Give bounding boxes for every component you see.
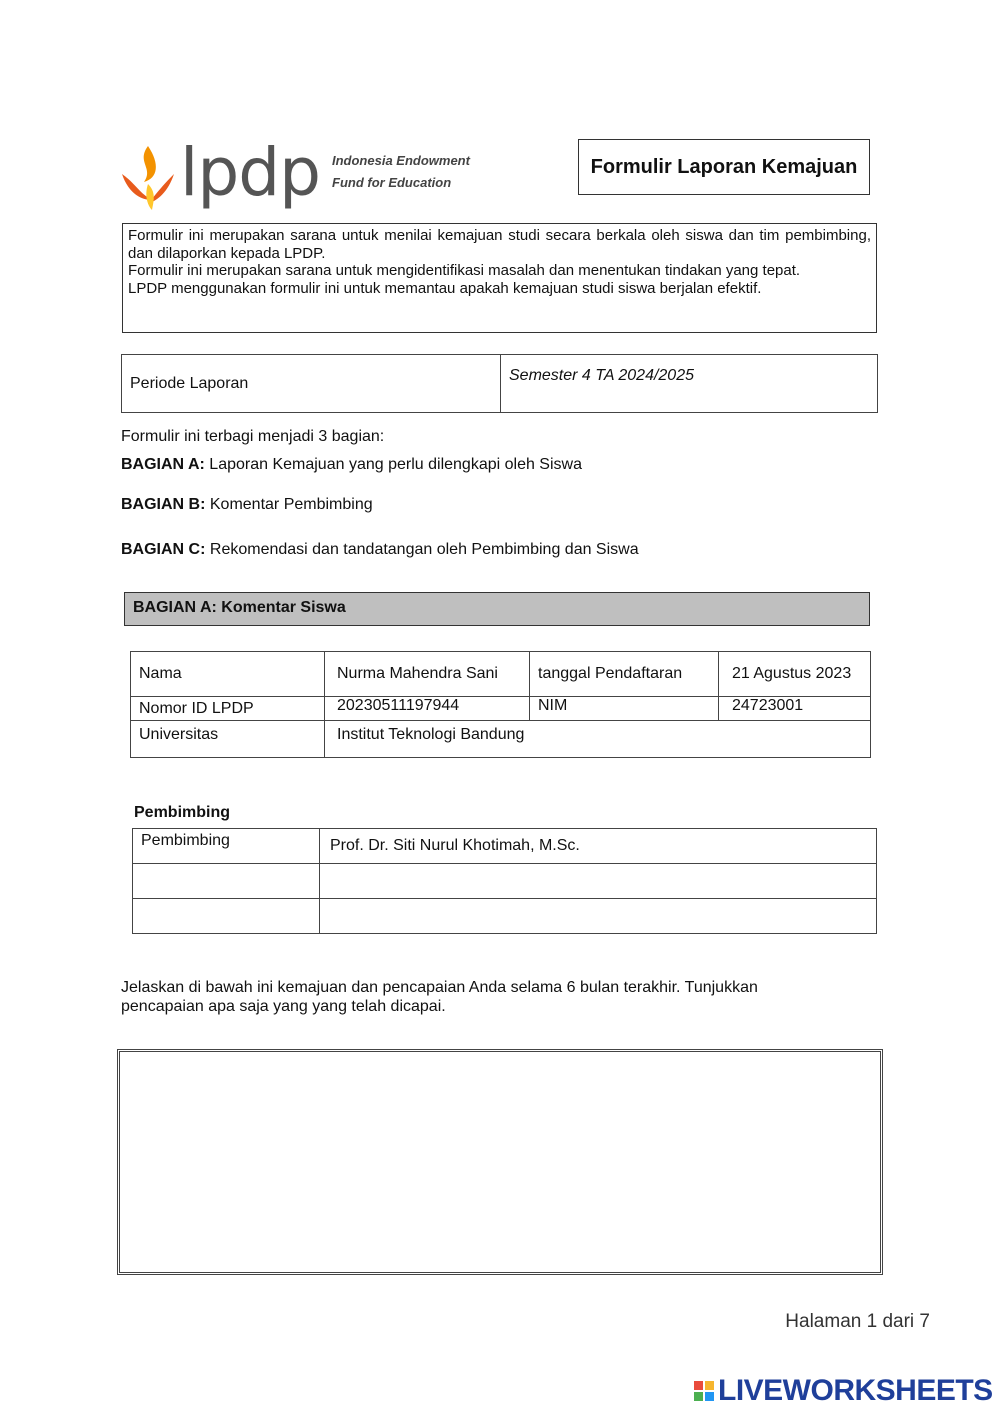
intro-paragraph: Formulir ini merupakan sarana untuk menilai kemajuan studi secara berkala oleh siswa dan tim pembimbing, dan dilaporkan kepada LPDP. — [128, 227, 871, 262]
section-label: BAGIAN A: — [121, 456, 205, 473]
section-b-line — [121, 496, 373, 514]
name-label: Nama — [131, 652, 325, 697]
page-number: Halaman 1 dari 7 — [785, 1311, 930, 1332]
instruction-line: pencapaian apa saja yang yang telah dicapai. — [121, 998, 446, 1015]
advisor-value-empty[interactable] — [320, 899, 877, 934]
report-period-table — [121, 354, 878, 413]
watermark-text: LIVEWORKSHEETS — [718, 1374, 993, 1407]
liveworksheets-icon — [694, 1381, 714, 1401]
intro-paragraph: LPDP menggunakan formulir ini untuk memantau apakah kemajuan studi siswa berjalan efektif. — [128, 279, 762, 297]
section-label: BAGIAN B: — [121, 496, 206, 513]
section-label: BAGIAN C: — [121, 541, 206, 558]
form-title: Formulir Laporan Kemajuan — [578, 139, 870, 195]
id-label: Nomor ID LPDP — [131, 697, 325, 721]
answer-textarea[interactable] — [117, 1049, 883, 1275]
nim-value[interactable]: 24723001 — [719, 697, 871, 721]
section-c-line — [121, 541, 639, 559]
section-a-line — [121, 456, 582, 474]
intro-box — [122, 223, 877, 333]
intro-paragraph: Formulir ini merupakan sarana untuk mengidentifikasi masalah dan menentukan tindakan yang tepat. — [128, 262, 801, 279]
id-value[interactable]: 20230511197944 — [325, 697, 530, 721]
liveworksheets-watermark — [694, 1374, 993, 1408]
logo-subtitle — [332, 150, 470, 194]
instruction-line: Jelaskan di bawah ini kemajuan dan pencapaian Anda selama 6 bulan terakhir. Tunjukkan — [121, 979, 758, 996]
advisor-label-empty[interactable] — [133, 899, 320, 934]
logo-wordmark: lpdp — [180, 134, 321, 211]
univ-label: Universitas — [131, 721, 325, 758]
section-text: Rekomendasi dan tandatangan oleh Pembimbing dan Siswa — [205, 541, 639, 558]
lpdp-logo — [118, 134, 498, 214]
advisor-heading: Pembimbing — [134, 804, 231, 821]
advisor-table — [132, 828, 877, 934]
section-a-header: BAGIAN A: Komentar Siswa — [124, 592, 870, 626]
advisor-label: Pembimbing — [133, 829, 320, 864]
reg-date-label: tanggal Pendaftaran — [530, 652, 719, 697]
advisor-label-empty[interactable] — [133, 864, 320, 899]
advisor-value-empty[interactable] — [320, 864, 877, 899]
logo-subtitle-line2: Fund for Education — [332, 175, 452, 190]
section-text: Komentar Pembimbing — [205, 496, 373, 513]
logo-subtitle-line1: Indonesia Endowment — [332, 153, 470, 168]
univ-value[interactable]: Institut Teknologi Bandung — [325, 721, 871, 758]
section-text: Laporan Kemajuan yang perlu dilengkapi oleh Siswa — [204, 456, 582, 473]
period-label: Periode Laporan — [122, 355, 501, 413]
reg-date-value[interactable]: 21 Agustus 2023 — [719, 652, 871, 697]
student-info-table — [130, 651, 871, 758]
instruction-text — [121, 978, 758, 1016]
advisor-value[interactable]: Prof. Dr. Siti Nurul Khotimah, M.Sc. — [320, 829, 877, 864]
sections-intro: Formulir ini terbagi menjadi 3 bagian: — [121, 428, 385, 445]
name-value[interactable]: Nurma Mahendra Sani — [325, 652, 530, 697]
period-value[interactable]: Semester 4 TA 2024/2025 — [501, 355, 878, 413]
nim-label: NIM — [530, 697, 719, 721]
flame-icon — [118, 144, 178, 214]
